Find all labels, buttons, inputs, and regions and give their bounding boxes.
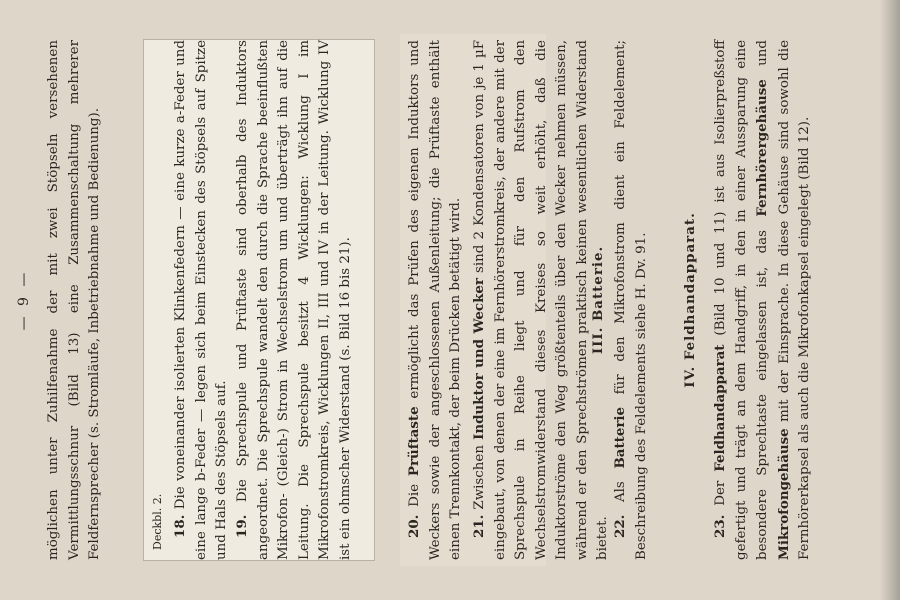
paragraph-number: 18. (172, 514, 188, 538)
paragraph-22: 22. Als Batterie für den Mikrofonstrom dient ein Feldelement; Beschreibung des Feldelements siehe H. Dv. 91. (612, 40, 649, 560)
section-4 (670, 40, 709, 560)
paragraph-number: 19. (234, 514, 250, 538)
paragraph-text: Die voneinander isolierten Klinkenfedern — eine kurze a-Feder und eine lange b-Feder — legen sich beim Einstecken des Stöpsels auf Spitze und Hals des Stöpsels auf. (173, 40, 229, 560)
term-pruftaste: Prüftaste (406, 406, 422, 477)
section-heading: IV. Feldhandapparat. (682, 212, 698, 388)
term-fernhoerergehaeuse: Fernhörergehäuse (754, 79, 770, 217)
paragraph-number: 21. (471, 514, 487, 538)
paragraph-19 (232, 40, 356, 560)
term-induktor-wecker: Induktor und Wecker (471, 278, 487, 440)
paragraph-text: für den Mikrofonstrom dient ein Feldelement; Beschreibung des Feldelements siehe H. Dv. 91. (613, 40, 649, 560)
paragraph-18 (170, 40, 233, 560)
paragraph-number: 20. (406, 514, 422, 538)
paragraph-number: 23. (712, 514, 728, 538)
section-heading: III. Batterie. (590, 245, 606, 355)
paragraph-text: mit der Einsprache. In diese Gehäuse sind sowohl die Fernhörerkapsel als auch die Mikrofonkapsel eingelegt (Bild 12). (776, 40, 812, 560)
intro-paragraph (44, 40, 106, 560)
term-feldhandapparat: Feldhandapparat (712, 344, 728, 472)
correction-slip-label: Deckbl. 2. (151, 493, 164, 550)
paragraph-text: Die Sprechspule und Prüftaste sind oberhalb des Induktors angeordnet. Die Sprechspule wandelt den durch die Sprache beeinflußten Mikrofon- (Gleich-) Strom in Wechselstrom um und überträgt ihn auf die Leitung. Die Sprechspule besitzt 4 Wicklungen: Wicklung I im Mikrofonstromkreis, Wicklungen II, III und IV in der Leitung. Wicklung IV ist ein ohmscher Widerstand (s. Bild 16 bis 21). (235, 40, 353, 560)
intro-text: möglichen unter Zuhilfenahme der mit zwei Stöpseln versehenen Vermittlungsschnur (Bild 13) eine Zusammenschaltung mehrerer Feldfernsprecher (s. Stromläufe, Inbetriebnahme und Bedienung). (46, 40, 102, 560)
page-edge-shadow (880, 0, 900, 600)
paragraph-20: 20. Die Prüftaste ermöglicht das Prüfen des eigenen Induktors und Weckers sowie der angeschlossenen Außenleitung; die Prüftaste enthält einen Trennkontakt, der beim Drücken betätigt wird. (406, 40, 463, 560)
term-mikrofongehaeuse: Mikrofongehäuse (775, 428, 792, 560)
paragraph-number: 22. (612, 514, 628, 538)
paragraph-text: sind 2 Kondensatoren von je 1 µF eingebaut, von denen der eine im Fernhörerstromkreis, der andere mit der Sprechspule in Reihe liegt und für den Rufstrom den Wechselstromwiderstand dieses Kreises so weit erhöht, daß die Induktorströme den Weg größtenteils über den Wecker nehmen müssen, während er den Sprechströmen praktisch keinen wesentlichen Widerstand bietet. (472, 40, 610, 560)
paragraph-text: ermöglicht das Prüfen des eigenen Induktors und Weckers sowie der angeschlossenen Außenleitung; die Prüftaste enthält einen Trennkontakt, der beim Drücken betätigt wird. (407, 40, 463, 560)
paragraph-21: 21. Zwischen Induktor und Wecker sind 2 Kondensatoren von je 1 µF eingebaut, von denen der eine im Fernhörerstromkreis, der andere mit der Sprechspule in Reihe liegt und für den Rufstrom den Wechselstromwiderstand dieses Kreises so weit erhöht, daß die Induktorströme den Weg größtenteils über den Wecker nehmen müssen, während er den Sprechströmen praktisch keinen wesentlichen Widerstand bietet. (471, 40, 610, 560)
term-batterie: Batterie (612, 406, 628, 469)
page-number: — 9 — (16, 269, 32, 331)
paragraph-23: 23. Der Feldhandapparat (Bild 10 und 11) ist aus Isolierpreßstoff gefertigt und trägt an dem Handgriff, in den in einer Aussparung eine besondere Sprechtaste eingelassen ist, das Fernhörergehäuse und Mikrofongehäuse mit der Einsprache. In diese Gehäuse sind sowohl die Fernhörerkapsel als auch die Mikrofonkapsel eingelegt (Bild 12). (712, 39, 812, 560)
